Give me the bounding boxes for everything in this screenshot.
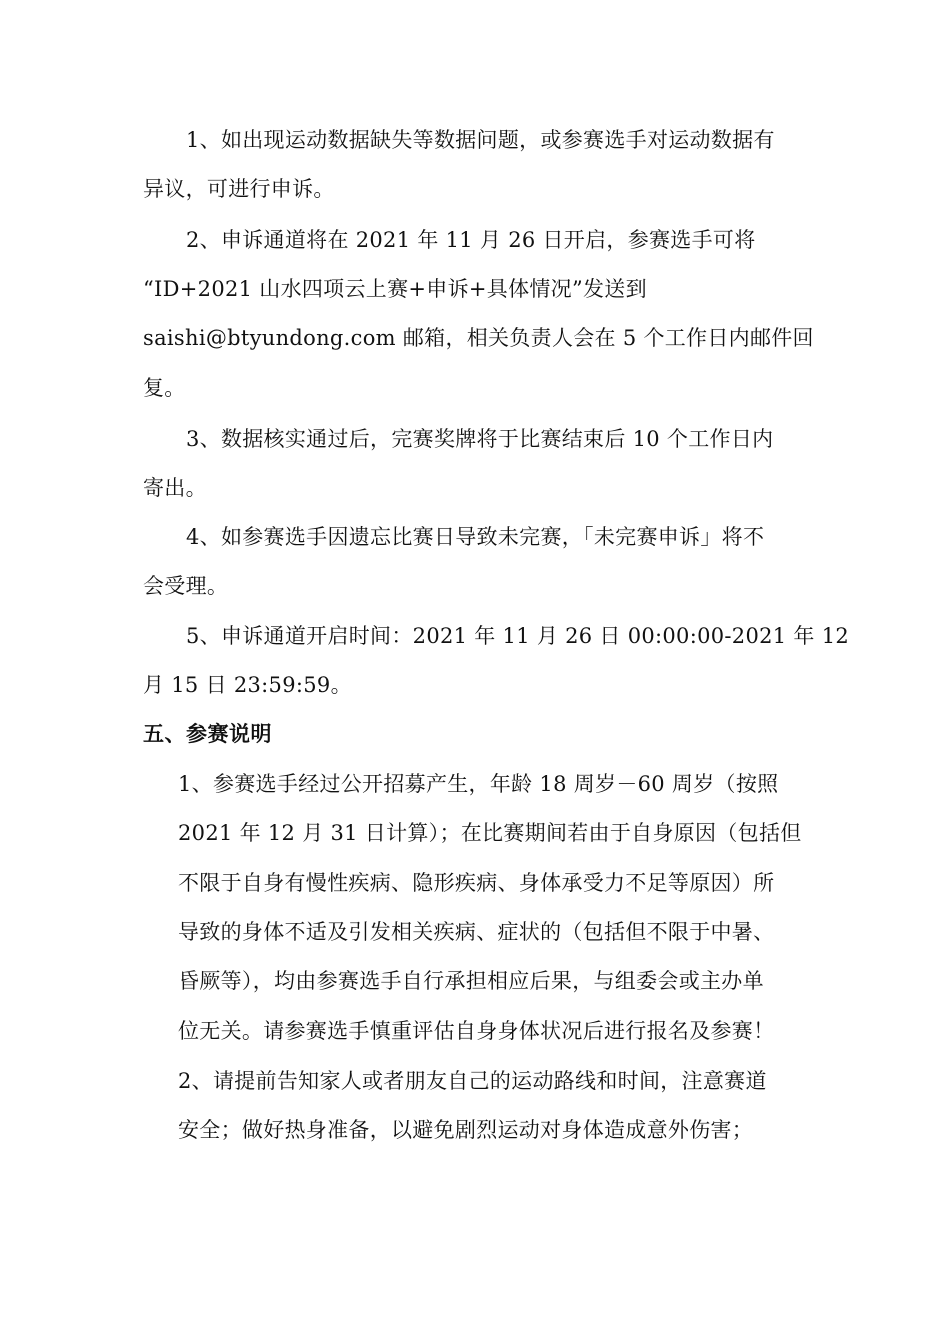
appeal-line-10: 会受理。 — [143, 574, 229, 598]
section-line-4: 导致的身体不适及引发相关疾病、症状的（包括但不限于中暑、 — [178, 920, 775, 944]
appeal-line-2: 异议，可进行申诉。 — [143, 177, 335, 201]
section-line-6: 位无关。请参赛选手慎重评估自身身体状况后进行报名及参赛！ — [178, 1019, 775, 1043]
section-line-8: 安全；做好热身准备，以避免剧烈运动对身体造成意外伤害； — [178, 1118, 754, 1142]
appeal-line-4: “ID+2021 山水四项云上赛+申诉+具体情况”发送到 — [143, 277, 647, 301]
section-line-2: 2021 年 12 月 31 日计算）；在比赛期间若由于自身原因（包括但 — [178, 821, 802, 845]
section-line-1: 1、参赛选手经过公开招募产生，年龄 18 周岁－60 周岁（按照 — [178, 772, 779, 796]
section-heading: 五、参赛说明 — [143, 721, 272, 746]
appeal-line-6: 复。 — [143, 376, 186, 400]
section-line-5: 昏厥等），均由参赛选手自行承担相应后果，与组委会或主办单 — [178, 969, 764, 993]
appeal-line-7: 3、数据核实通过后，完赛奖牌将于比赛结束后 10 个工作日内 — [186, 427, 774, 451]
section-line-3: 不限于自身有慢性疾病、隐形疾病、身体承受力不足等原因）所 — [178, 871, 775, 895]
appeal-line-12: 月 15 日 23:59:59。 — [143, 673, 352, 697]
appeal-line-3: 2、申诉通道将在 2021 年 11 月 26 日开启，参赛选手可将 — [186, 228, 756, 252]
appeal-line-8: 寄出。 — [143, 476, 207, 500]
appeal-line-9: 4、如参赛选手因遗忘比赛日导致未完赛，「未完赛申诉」将不 — [186, 525, 765, 549]
appeal-line-1: 1、如出现运动数据缺失等数据问题，或参赛选手对运动数据有 — [186, 128, 775, 152]
section-line-7: 2、请提前告知家人或者朋友自己的运动路线和时间，注意赛道 — [178, 1069, 767, 1093]
appeal-line-5: saishi@btyundong.com 邮箱，相关负责人会在 5 个工作日内邮件回 — [143, 326, 814, 350]
appeal-line-11: 5、申诉通道开启时间：2021 年 11 月 26 日 00:00:00-2021 年 12 — [186, 624, 850, 648]
